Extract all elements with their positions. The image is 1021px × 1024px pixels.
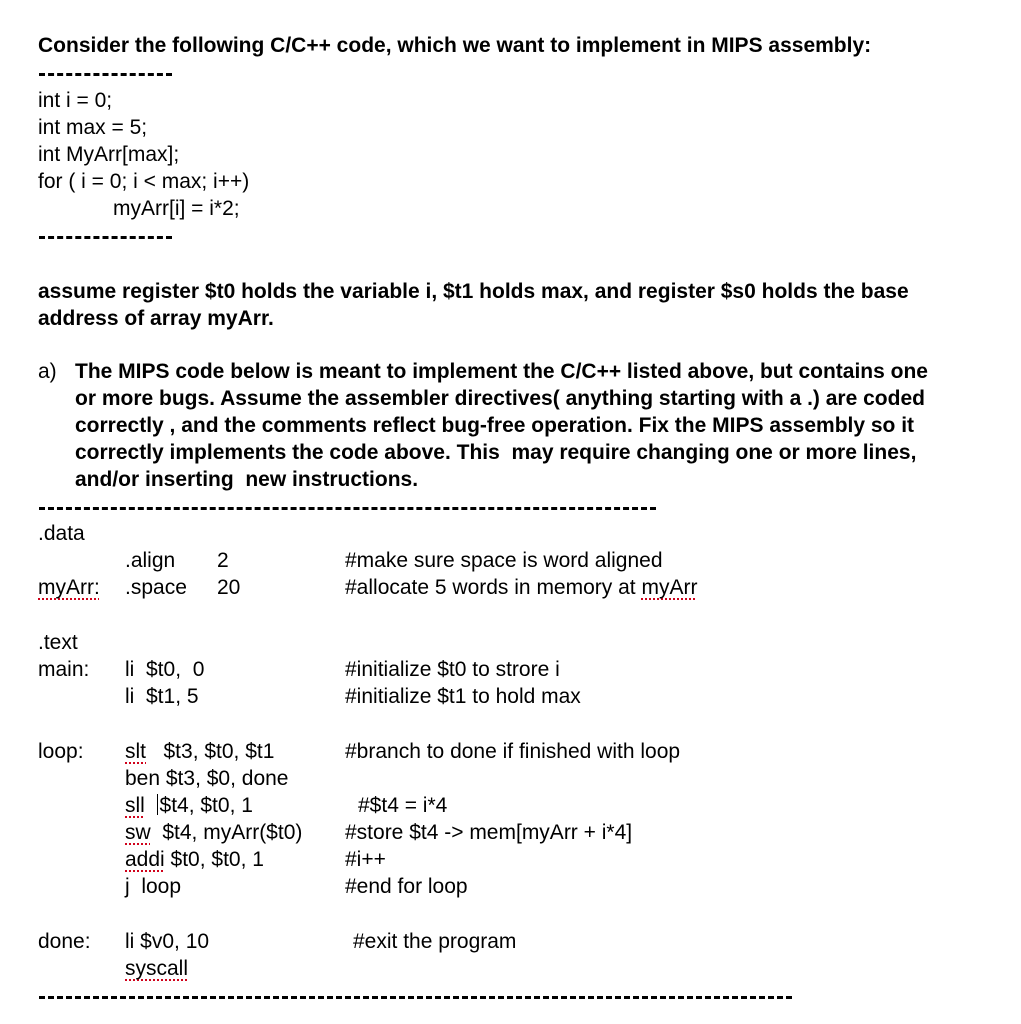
space-directive: .space <box>125 576 187 599</box>
sw-comment: #store $t4 -> mem[myArr + i*4] <box>345 821 633 844</box>
syscall-text: syscall <box>125 957 189 980</box>
addi-operands: $t0, $t0, 1 <box>164 848 264 871</box>
done-instruction: li $v0, 10 <box>125 930 210 953</box>
divider <box>39 73 172 76</box>
slt-comment: #branch to done if finished with loop <box>345 740 681 763</box>
data-directive: .data <box>38 522 85 545</box>
myarr-label <box>38 575 100 601</box>
c-code-line-4: for ( i = 0; i < max; i++) <box>38 170 250 193</box>
question-line-2: or more bugs. Assume the assembler directives( anything starting with a .) are coded <box>75 387 925 410</box>
syscall-instruction <box>125 956 188 982</box>
c-code-line-5: myArr[i] = i*2; <box>113 197 240 220</box>
question-label: a) <box>38 360 57 383</box>
question-line-3: correctly , and the comments reflect bug-free operation. Fix the MIPS assembly so it <box>75 414 915 437</box>
main-label: main: <box>38 658 90 681</box>
divider <box>39 236 172 239</box>
sw-instruction <box>125 820 302 846</box>
main-instruction-2: li $t1, 5 <box>125 685 199 708</box>
assumption-line-2: address of array myArr. <box>38 307 274 330</box>
align-value: 2 <box>217 549 229 572</box>
addi-instruction <box>125 847 264 873</box>
addi-opcode: addi <box>125 848 165 871</box>
text-directive: .text <box>38 631 78 654</box>
c-code-line-1: int i = 0; <box>38 89 113 112</box>
sll-operands: $t4, $t0, 1 <box>159 794 253 817</box>
divider <box>39 507 656 510</box>
done-comment: #exit the program <box>353 930 517 953</box>
space-value: 20 <box>217 576 241 599</box>
c-code-line-2: int max = 5; <box>38 116 148 139</box>
heading: Consider the following C/C++ code, which we want to implement in MIPS assembly: <box>38 34 872 57</box>
slt-instruction <box>125 739 274 765</box>
question-line-5: and/or inserting new instructions. <box>75 468 419 491</box>
addi-comment: #i++ <box>345 848 386 871</box>
text-cursor <box>157 794 158 815</box>
main-instruction-1: li $t0, 0 <box>125 658 205 681</box>
assumption-line-1: assume register $t0 holds the variable i, $t1 holds max, and register $s0 holds the base <box>38 280 909 303</box>
slt-operands: $t3, $t0, $t1 <box>146 740 275 763</box>
ben-instruction: ben $t3, $0, done <box>125 767 289 790</box>
slt-opcode: slt <box>125 740 146 763</box>
sw-operands: $t4, myArr($t0) <box>150 821 303 844</box>
done-label: done: <box>38 930 91 953</box>
question-line-1: The MIPS code below is meant to implement the C/C++ listed above, but contains one <box>75 360 928 383</box>
sll-comment: #$t4 = i*4 <box>358 794 448 817</box>
space-comment-text: #allocate 5 words in memory at <box>345 576 642 599</box>
sll-opcode: sll <box>125 794 145 817</box>
jump-comment: #end for loop <box>345 875 468 898</box>
myarr-label-text: myArr: <box>38 576 100 599</box>
align-comment: #make sure space is word aligned <box>345 549 663 572</box>
sll-instruction <box>125 793 253 819</box>
c-code-line-3: int MyArr[max]; <box>38 143 180 166</box>
jump-instruction: j loop <box>125 875 182 898</box>
divider <box>39 996 792 999</box>
question-line-4: correctly implements the code above. This may require changing one or more lines, <box>75 441 917 464</box>
space-comment <box>345 575 697 601</box>
align-directive: .align <box>125 549 176 572</box>
space-comment-myarr: myArr <box>641 576 698 599</box>
sw-opcode: sw <box>125 821 151 844</box>
main-comment-2: #initialize $t1 to hold max <box>345 685 581 708</box>
main-comment-1: #initialize $t0 to strore i <box>345 658 560 681</box>
loop-label: loop: <box>38 740 84 763</box>
